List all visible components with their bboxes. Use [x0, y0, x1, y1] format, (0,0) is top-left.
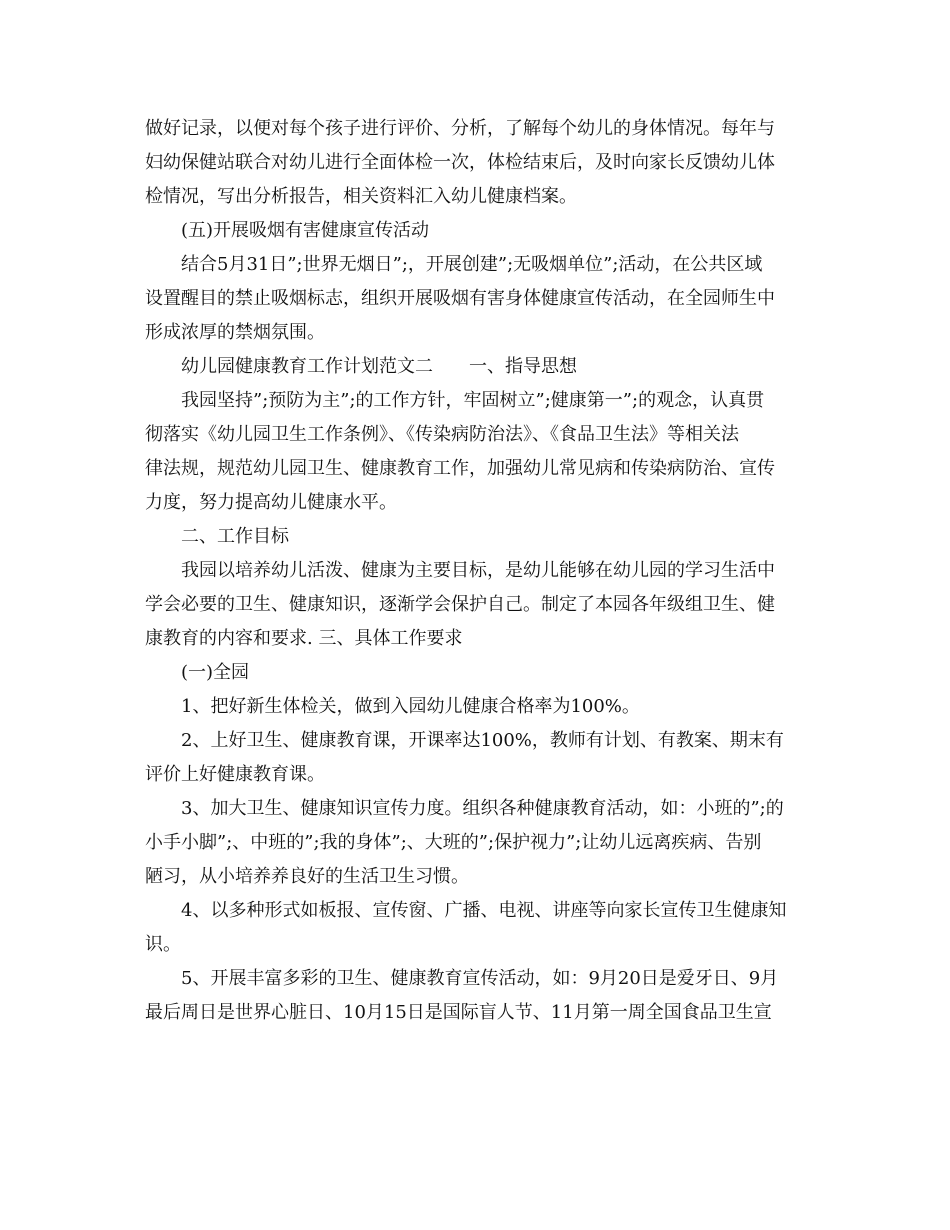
paragraph-line: 做好记录，以便对每个孩子进行评价、分析，了解每个幼儿的身体情况。每年与	[145, 118, 775, 139]
paragraph-line: 评价上好健康教育课。	[145, 764, 325, 785]
paragraph-line: 学会必要的卫生、健康知识，逐渐学会保护自己。制定了本园各年级组卫生、健	[145, 594, 775, 615]
list-item: 4、以多种形式如板报、宣传窗、广播、电视、讲座等向家长宣传卫生健康知	[181, 900, 787, 921]
paragraph-line: 识。	[145, 934, 181, 955]
paragraph-line: 结合5月31日”;世界无烟日”;，开展创建”;无吸烟单位”;活动，在公共区域	[181, 254, 763, 275]
list-item: 1、把好新生体检关，做到入园幼儿健康合格率为100%。	[181, 696, 640, 717]
paragraph-line: 彻落实《幼儿园卫生工作条例》、《传染病防治法》、《食品卫生法》等相关法	[145, 424, 739, 445]
paragraph-line: 康教育的内容和要求. 三、具体工作要求	[145, 628, 463, 649]
paragraph-line: 设置醒目的禁止吸烟标志，组织开展吸烟有害身体健康宣传活动，在全园师生中	[145, 288, 775, 309]
paragraph-line: 力度，努力提高幼儿健康水平。	[145, 492, 397, 513]
section-heading: 幼儿园健康教育工作计划范文二 一、指导思想	[181, 356, 577, 377]
paragraph-line: 我园以培养幼儿活泼、健康为主要目标，是幼儿能够在幼儿园的学习生活中	[181, 560, 775, 581]
list-item: 5、开展丰富多彩的卫生、健康教育宣传活动，如：9月20日是爱牙日、9月	[181, 968, 779, 989]
list-item: 2、上好卫生、健康教育课，开课率达100%，教师有计划、有教案、期末有	[181, 730, 784, 751]
section-heading: 二、工作目标	[181, 526, 289, 547]
section-heading: (五)开展吸烟有害健康宣传活动	[181, 220, 430, 241]
document-body	[145, 112, 805, 1030]
paragraph-line: 检情况，写出分析报告，相关资料汇入幼儿健康档案。	[145, 186, 577, 207]
paragraph-line: 最后周日是世界心脏日、10月15日是国际盲人节、11月第一周全国食品卫生宣	[145, 1002, 772, 1023]
paragraph-line: 律法规，规范幼儿园卫生、健康教育工作，加强幼儿常见病和传染病防治、宣传	[145, 458, 775, 479]
paragraph-line: 妇幼保健站联合对幼儿进行全面体检一次，体检结束后，及时向家长反馈幼儿体	[145, 152, 775, 173]
paragraph-line: 我园坚持”;预防为主”;的工作方针，牢固树立”;健康第一”;的观念，认真贯	[181, 390, 765, 411]
paragraph-line: 陋习，从小培养养良好的生活卫生习惯。	[145, 866, 469, 887]
section-heading: (一)全园	[181, 662, 250, 683]
list-item: 3、加大卫生、健康知识宣传力度。组织各种健康教育活动，如：小班的”;的	[181, 798, 784, 819]
paragraph-line: 形成浓厚的禁烟氛围。	[145, 322, 325, 343]
paragraph-line: 小手小脚”;、中班的”;我的身体”;、大班的”;保护视力”;让幼儿远离疾病、告别	[145, 832, 762, 853]
